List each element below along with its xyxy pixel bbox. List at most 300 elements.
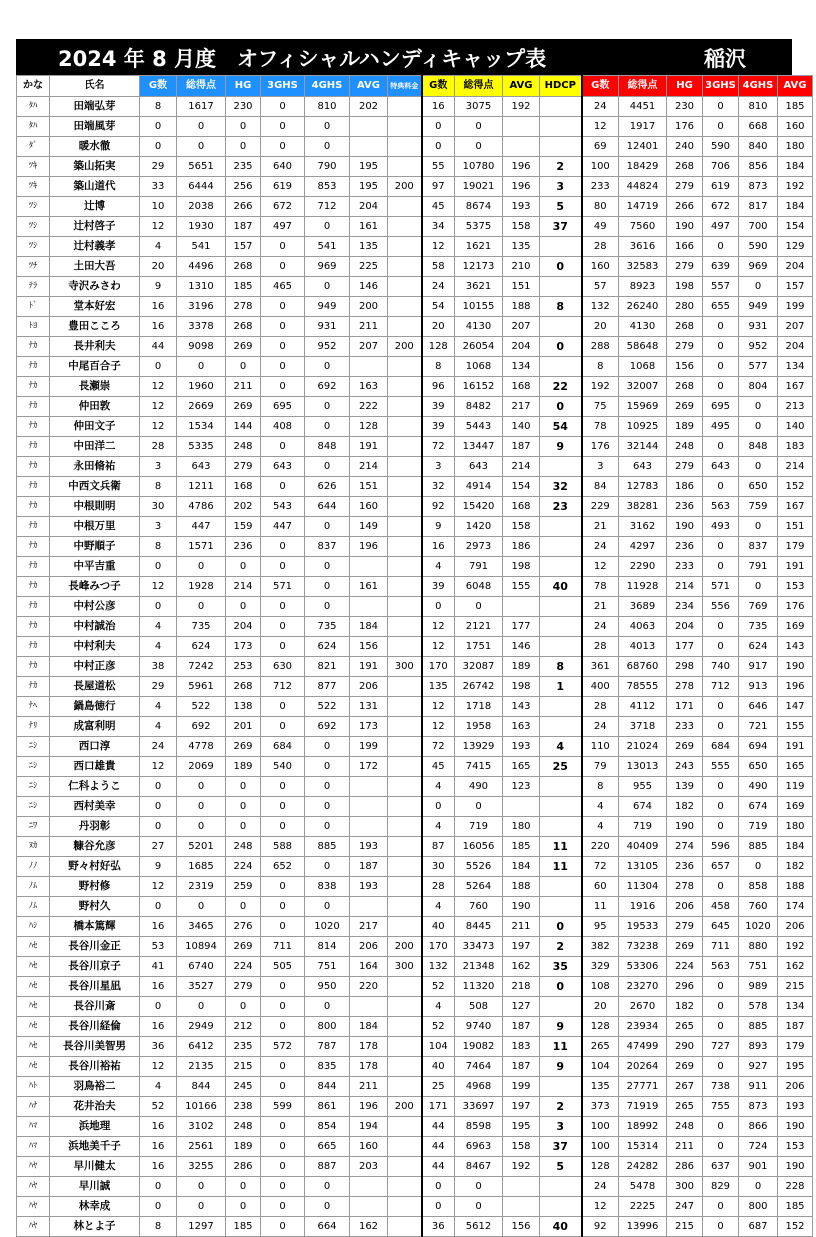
table-cell: 588 — [261, 837, 305, 857]
player-name-cell: 長峰みつ子 — [50, 577, 140, 597]
table-cell: 47499 — [619, 1037, 667, 1057]
table-cell: 18992 — [619, 1117, 667, 1137]
table-cell: 60 — [582, 877, 619, 897]
table-cell: 810 — [305, 97, 350, 117]
table-cell: 95 — [582, 917, 619, 937]
table-cell: 28 — [582, 697, 619, 717]
table-cell: 687 — [739, 1217, 778, 1237]
table-cell: 180 — [778, 817, 813, 837]
table-cell: 286 — [667, 1157, 703, 1177]
table-row — [17, 1177, 813, 1197]
table-cell: 4063 — [619, 617, 667, 637]
table-cell: 3 — [140, 457, 177, 477]
table-cell: 247 — [667, 1197, 703, 1217]
table-cell: 0 — [703, 637, 739, 657]
table-cell: 931 — [739, 317, 778, 337]
table-cell: 11 — [582, 897, 619, 917]
player-name-cell: 中平吉重 — [50, 557, 140, 577]
table-cell: 0 — [261, 917, 305, 937]
table-cell: 168 — [503, 377, 540, 397]
table-cell: 0 — [739, 397, 778, 417]
player-name-cell: 中尾百合子 — [50, 357, 140, 377]
table-cell: 300 — [388, 957, 422, 977]
table-cell: 12 — [582, 557, 619, 577]
table-cell: 192 — [503, 1157, 540, 1177]
table-cell — [350, 557, 388, 577]
table-cell: 243 — [667, 757, 703, 777]
table-cell: 152 — [778, 1217, 813, 1237]
player-name-cell: 長谷川斎 — [50, 997, 140, 1017]
table-cell: 0 — [305, 277, 350, 297]
table-row — [17, 617, 813, 637]
table-cell: 229 — [582, 497, 619, 517]
table-cell: 171 — [422, 1097, 455, 1117]
table-cell: 950 — [305, 977, 350, 997]
table-cell: 497 — [261, 217, 305, 237]
table-cell: 217 — [503, 397, 540, 417]
table-cell: 269 — [667, 737, 703, 757]
table-cell: 16 — [140, 297, 177, 317]
table-cell: 0 — [422, 597, 455, 617]
table-cell: 0 — [305, 777, 350, 797]
player-name-cell: 築山道代 — [50, 177, 140, 197]
page-title: 2024 年 8 月度 オフィシャルハンディキャップ表 — [58, 47, 547, 71]
hdcp-cell — [540, 897, 582, 917]
table-cell: 204 — [778, 257, 813, 277]
hdcp-cell — [540, 1177, 582, 1197]
table-cell: 78 — [582, 417, 619, 437]
table-row — [17, 117, 813, 137]
table-cell: 300 — [388, 657, 422, 677]
table-cell: 159 — [226, 517, 261, 537]
table-cell: 0 — [455, 117, 503, 137]
table-cell: 72 — [582, 857, 619, 877]
table-cell: 664 — [305, 1217, 350, 1237]
table-cell: 4914 — [455, 477, 503, 497]
table-cell: 382 — [582, 937, 619, 957]
table-cell: 58648 — [619, 337, 667, 357]
table-cell: 0 — [305, 737, 350, 757]
table-cell: 738 — [703, 1077, 739, 1097]
column-header: 4GHS — [739, 76, 778, 97]
table-row — [17, 297, 813, 317]
table-cell: 800 — [739, 1197, 778, 1217]
table-cell: 163 — [350, 377, 388, 397]
table-cell: 135 — [503, 237, 540, 257]
table-cell: 0 — [177, 777, 226, 797]
table-cell: 20 — [422, 317, 455, 337]
table-cell: 0 — [703, 1217, 739, 1237]
hdcp-cell — [540, 117, 582, 137]
table-cell: 12 — [422, 717, 455, 737]
table-cell: 880 — [739, 937, 778, 957]
table-cell: 192 — [778, 937, 813, 957]
table-cell: 203 — [350, 1157, 388, 1177]
table-cell: 33473 — [455, 937, 503, 957]
table-cell: 157 — [226, 237, 261, 257]
table-cell: 408 — [261, 417, 305, 437]
player-name-cell: 築山拓実 — [50, 157, 140, 177]
table-cell: 5961 — [177, 677, 226, 697]
table-cell: 0 — [261, 1137, 305, 1157]
table-cell — [503, 117, 540, 137]
table-cell — [388, 877, 422, 897]
table-cell — [388, 1217, 422, 1237]
table-cell: 0 — [703, 1017, 739, 1037]
table-cell: 563 — [703, 497, 739, 517]
table-cell: 8 — [582, 777, 619, 797]
player-name-cell: 仲田文子 — [50, 417, 140, 437]
table-cell: 218 — [503, 977, 540, 997]
table-cell: 829 — [703, 1177, 739, 1197]
table-cell: 541 — [305, 237, 350, 257]
table-cell: 2669 — [177, 397, 226, 417]
table-row — [17, 377, 813, 397]
table-cell: 1621 — [455, 237, 503, 257]
table-cell: 128 — [582, 1157, 619, 1177]
hdcp-cell: 0 — [540, 917, 582, 937]
table-cell: 0 — [703, 977, 739, 997]
hdcp-cell: 37 — [540, 1137, 582, 1157]
table-cell: 186 — [503, 537, 540, 557]
table-cell: 8923 — [619, 277, 667, 297]
player-name-cell: 野々村好弘 — [50, 857, 140, 877]
table-cell: 490 — [455, 777, 503, 797]
table-cell: 8482 — [455, 397, 503, 417]
player-name-cell: 中村公彦 — [50, 597, 140, 617]
hdcp-cell: 0 — [540, 337, 582, 357]
table-cell: 0 — [703, 377, 739, 397]
table-cell — [388, 317, 422, 337]
player-name-cell: 中野順子 — [50, 537, 140, 557]
table-row — [17, 757, 813, 777]
hdcp-cell: 11 — [540, 857, 582, 877]
table-cell: 110 — [582, 737, 619, 757]
table-cell: 189 — [503, 657, 540, 677]
table-cell: 791 — [739, 557, 778, 577]
table-cell: 269 — [667, 937, 703, 957]
table-cell: 4 — [582, 817, 619, 837]
table-cell: 2069 — [177, 757, 226, 777]
table-cell: 893 — [739, 1037, 778, 1057]
table-cell: 187 — [503, 1017, 540, 1037]
table-cell: 1958 — [455, 717, 503, 737]
table-cell: 0 — [226, 777, 261, 797]
table-cell: 2135 — [177, 1057, 226, 1077]
player-name-cell: 仲田敦 — [50, 397, 140, 417]
hdcp-cell — [540, 1077, 582, 1097]
table-cell: ﾅｶ — [17, 377, 50, 397]
table-cell: 140 — [503, 417, 540, 437]
table-cell — [388, 417, 422, 437]
table-cell: 3075 — [455, 97, 503, 117]
table-cell: 16 — [422, 97, 455, 117]
table-cell: 0 — [422, 117, 455, 137]
table-cell: 16 — [140, 1157, 177, 1177]
table-cell: 269 — [226, 397, 261, 417]
table-cell: 1297 — [177, 1217, 226, 1237]
hdcp-cell: 8 — [540, 297, 582, 317]
table-cell: 571 — [703, 577, 739, 597]
table-cell: 104 — [422, 1037, 455, 1057]
table-cell: ﾅｶ — [17, 477, 50, 497]
table-cell: 15969 — [619, 397, 667, 417]
table-cell: 630 — [261, 657, 305, 677]
table-cell: 0 — [140, 817, 177, 837]
table-cell: 158 — [503, 1137, 540, 1157]
table-cell: 217 — [350, 917, 388, 937]
table-cell: ﾅｶ — [17, 437, 50, 457]
table-cell: 0 — [739, 1177, 778, 1197]
table-cell: 719 — [619, 817, 667, 837]
table-cell: 11320 — [455, 977, 503, 997]
hdcp-cell: 25 — [540, 757, 582, 777]
table-cell: 68760 — [619, 657, 667, 677]
table-cell — [388, 517, 422, 537]
table-row — [17, 1037, 813, 1057]
table-cell: 12 — [140, 377, 177, 397]
table-cell: 4297 — [619, 537, 667, 557]
table-cell: 92 — [422, 497, 455, 517]
table-cell: 755 — [703, 1097, 739, 1117]
table-cell: 21024 — [619, 737, 667, 757]
table-cell: 5335 — [177, 437, 226, 457]
hdcp-cell: 3 — [540, 1117, 582, 1137]
table-cell: 495 — [703, 417, 739, 437]
table-cell: 58 — [422, 257, 455, 277]
table-cell: 212 — [226, 1017, 261, 1037]
table-cell: 7415 — [455, 757, 503, 777]
table-cell: 49 — [582, 217, 619, 237]
hdcp-cell — [540, 1197, 582, 1217]
hdcp-cell: 2 — [540, 937, 582, 957]
column-header: 総得点 — [177, 76, 226, 97]
table-cell: 45 — [422, 197, 455, 217]
table-cell: 158 — [503, 517, 540, 537]
player-name-cell: 仁科ようこ — [50, 777, 140, 797]
table-cell: 97 — [422, 177, 455, 197]
table-cell: 40 — [422, 917, 455, 937]
table-cell: 84 — [582, 477, 619, 497]
table-cell: 3 — [140, 517, 177, 537]
player-name-cell: 中田洋二 — [50, 437, 140, 457]
table-cell: 38281 — [619, 497, 667, 517]
table-cell: 196 — [350, 1097, 388, 1117]
hdcp-cell: 9 — [540, 1057, 582, 1077]
table-cell — [350, 1197, 388, 1217]
table-cell: 230 — [667, 97, 703, 117]
table-cell: 266 — [226, 197, 261, 217]
table-cell: 274 — [667, 837, 703, 857]
table-cell: 14719 — [619, 197, 667, 217]
table-row — [17, 897, 813, 917]
table-cell: 838 — [305, 877, 350, 897]
table-cell: 278 — [667, 677, 703, 697]
table-cell: 144 — [226, 417, 261, 437]
table-row — [17, 777, 813, 797]
table-cell: ﾊﾔ — [17, 1217, 50, 1237]
hdcp-cell: 2 — [540, 157, 582, 177]
table-cell: 176 — [778, 597, 813, 617]
hdcp-cell: 0 — [540, 977, 582, 997]
table-cell: 189 — [226, 1137, 261, 1157]
table-cell: 8 — [582, 357, 619, 377]
player-name-cell: 糠谷允彦 — [50, 837, 140, 857]
table-cell: 161 — [350, 577, 388, 597]
table-cell: 0 — [226, 137, 261, 157]
table-cell: 44 — [422, 1137, 455, 1157]
column-header: G数 — [582, 76, 619, 97]
table-cell: 16 — [140, 1137, 177, 1157]
table-cell — [388, 377, 422, 397]
column-header: G数 — [422, 76, 455, 97]
table-cell: 40 — [422, 1057, 455, 1077]
table-cell: 134 — [778, 997, 813, 1017]
column-header: 総得点 — [455, 76, 503, 97]
table-cell: 279 — [226, 977, 261, 997]
table-cell: 253 — [226, 657, 261, 677]
handicap-table — [16, 75, 813, 1237]
table-cell: 555 — [703, 757, 739, 777]
table-cell: 207 — [350, 337, 388, 357]
table-cell: 854 — [305, 1117, 350, 1137]
table-cell: 4451 — [619, 97, 667, 117]
table-cell: 8 — [140, 97, 177, 117]
table-cell: 626 — [305, 477, 350, 497]
table-cell: 279 — [667, 457, 703, 477]
table-cell: 188 — [503, 877, 540, 897]
table-cell: 167 — [778, 497, 813, 517]
player-name-cell: 西村美幸 — [50, 797, 140, 817]
table-cell: 204 — [226, 617, 261, 637]
table-cell: 210 — [503, 257, 540, 277]
table-cell: 578 — [739, 997, 778, 1017]
table-cell: 140 — [778, 417, 813, 437]
table-cell: 16 — [422, 537, 455, 557]
table-cell: 0 — [455, 1177, 503, 1197]
table-cell: 134 — [778, 357, 813, 377]
table-cell: 191 — [778, 737, 813, 757]
table-cell: 199 — [350, 737, 388, 757]
table-cell: 10925 — [619, 417, 667, 437]
table-cell: 34 — [422, 217, 455, 237]
table-cell: 361 — [582, 657, 619, 677]
table-cell: 844 — [177, 1077, 226, 1097]
column-header: HDCP — [540, 76, 582, 97]
table-cell: 0 — [305, 357, 350, 377]
table-cell: 4112 — [619, 697, 667, 717]
table-cell: 817 — [739, 197, 778, 217]
table-cell: 643 — [261, 457, 305, 477]
table-cell: 0 — [261, 697, 305, 717]
table-cell: 16152 — [455, 377, 503, 397]
table-cell: ﾅﾘ — [17, 717, 50, 737]
table-cell: 24 — [422, 277, 455, 297]
table-cell — [350, 997, 388, 1017]
table-cell: 192 — [503, 97, 540, 117]
table-cell: 20 — [140, 257, 177, 277]
table-cell: 735 — [177, 617, 226, 637]
player-name-cell: 西口淳 — [50, 737, 140, 757]
table-cell: 0 — [177, 117, 226, 137]
table-cell — [388, 357, 422, 377]
table-cell: 233 — [667, 717, 703, 737]
player-name-cell: 浜地理 — [50, 1117, 140, 1137]
table-cell: 1420 — [455, 517, 503, 537]
table-cell: 0 — [739, 517, 778, 537]
table-cell: 0 — [305, 217, 350, 237]
table-cell: 279 — [226, 457, 261, 477]
table-cell — [388, 477, 422, 497]
table-cell — [388, 1137, 422, 1157]
table-cell: 856 — [739, 157, 778, 177]
table-cell: 104 — [582, 1057, 619, 1077]
table-cell: 240 — [667, 137, 703, 157]
table-cell: 0 — [261, 237, 305, 257]
table-cell — [388, 897, 422, 917]
table-cell: 0 — [140, 137, 177, 157]
table-cell: 1916 — [619, 897, 667, 917]
column-header: AVG — [503, 76, 540, 97]
table-row — [17, 217, 813, 237]
table-cell: 787 — [305, 1037, 350, 1057]
table-cell: 12401 — [619, 137, 667, 157]
table-cell: 39 — [422, 417, 455, 437]
player-name-cell: 長谷川美智男 — [50, 1037, 140, 1057]
hdcp-cell — [540, 597, 582, 617]
player-name-cell: 辻博 — [50, 197, 140, 217]
table-cell: 522 — [177, 697, 226, 717]
table-cell: 0 — [177, 997, 226, 1017]
table-cell: 692 — [305, 717, 350, 737]
table-cell — [388, 917, 422, 937]
table-cell: 5443 — [455, 417, 503, 437]
table-cell: 259 — [226, 877, 261, 897]
table-cell: 195 — [350, 157, 388, 177]
table-cell: ﾅｶ — [17, 397, 50, 417]
table-row — [17, 357, 813, 377]
table-cell: 173 — [350, 717, 388, 737]
table-cell: 0 — [305, 597, 350, 617]
table-cell: ﾊﾅ — [17, 1097, 50, 1117]
table-cell: 3616 — [619, 237, 667, 257]
hdcp-cell — [540, 557, 582, 577]
table-cell: 168 — [226, 477, 261, 497]
table-cell: 650 — [739, 477, 778, 497]
table-cell: 207 — [503, 317, 540, 337]
table-cell: 211 — [667, 1137, 703, 1157]
table-cell — [388, 757, 422, 777]
table-cell: 167 — [778, 377, 813, 397]
table-cell: 53306 — [619, 957, 667, 977]
table-cell: 6048 — [455, 577, 503, 597]
table-cell — [388, 837, 422, 857]
table-cell: 0 — [305, 577, 350, 597]
table-cell: 835 — [305, 1057, 350, 1077]
table-cell: 138 — [226, 697, 261, 717]
table-cell: ﾂｷ — [17, 157, 50, 177]
table-cell: 674 — [619, 797, 667, 817]
table-cell: 23934 — [619, 1017, 667, 1037]
table-cell: 146 — [503, 637, 540, 657]
table-cell: 0 — [305, 797, 350, 817]
table-cell: 199 — [778, 297, 813, 317]
table-cell: 447 — [261, 517, 305, 537]
table-cell: 12 — [140, 417, 177, 437]
table-cell: 278 — [667, 877, 703, 897]
table-cell: 848 — [739, 437, 778, 457]
player-name-cell: 早川誠 — [50, 1177, 140, 1197]
